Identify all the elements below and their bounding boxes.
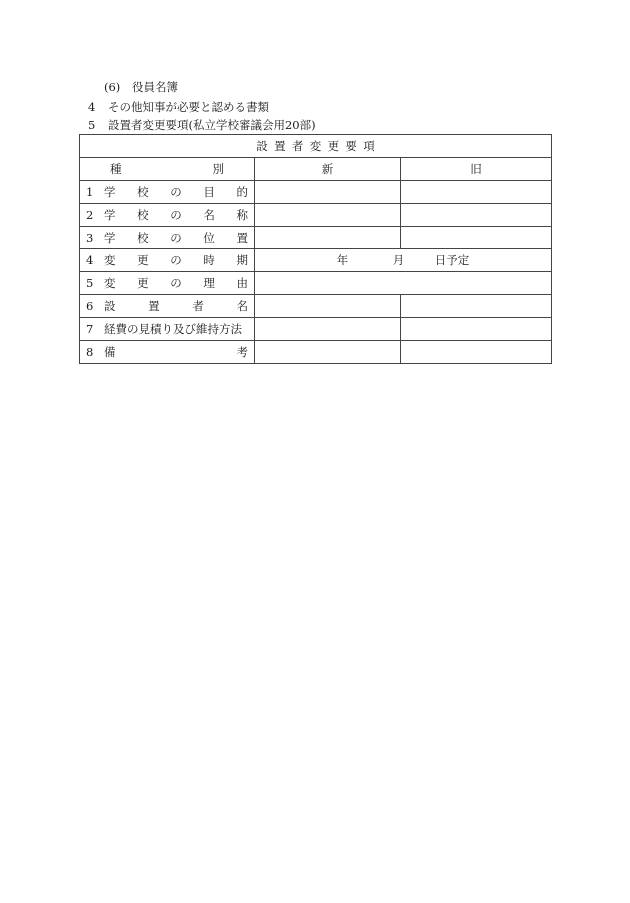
row-label-char: 変: [104, 276, 116, 291]
table-row: [80, 226, 552, 249]
cell-old: [401, 203, 552, 226]
cell-new: [255, 341, 401, 364]
header-new: 新: [255, 157, 401, 180]
row-label-char: 期: [236, 253, 248, 268]
header-kind-right: 別: [212, 161, 224, 176]
cell-new: [255, 295, 401, 318]
row-label-char: 更: [137, 253, 149, 268]
row-number: 5: [86, 276, 94, 291]
row-label-char: の: [170, 184, 182, 199]
cell-new: [255, 203, 401, 226]
row-label-char: 校: [137, 184, 149, 199]
change-items-table: [79, 134, 552, 364]
cell-new: [255, 318, 401, 341]
row-label-char: 校: [137, 207, 149, 222]
intro-item-6: [104, 79, 178, 95]
cell-old: [401, 226, 552, 249]
row-label-char: 由: [236, 276, 248, 291]
table-title: 設置者変更要項: [80, 135, 552, 158]
date-day: 日予定: [434, 253, 470, 268]
cell-new: [255, 226, 401, 249]
row-number: 7: [86, 322, 94, 337]
row-label-char: 位: [203, 230, 215, 245]
row-label-char: 学: [104, 230, 116, 245]
row-label-char: 理: [203, 276, 215, 291]
row-label: [80, 180, 255, 203]
cell-new: [255, 180, 401, 203]
table-row: [80, 180, 552, 203]
intro-item-5-text: 設置者変更要項(私立学校審議会用20部): [108, 118, 316, 132]
header-kind-left: 種: [110, 161, 122, 176]
row-label-char: の: [170, 207, 182, 222]
row-label: [80, 226, 255, 249]
row-label: [80, 318, 255, 341]
row-label-char: 者: [192, 299, 204, 314]
table-header-row: [80, 157, 552, 180]
row-number: 4: [86, 253, 94, 268]
cell-old: [401, 180, 552, 203]
row-label: [80, 341, 255, 364]
cell-old: [401, 295, 552, 318]
intro-item-4-number: 4: [88, 100, 96, 114]
row-label: [80, 203, 255, 226]
date-month: 月: [392, 253, 405, 268]
row-label-char: 学: [104, 184, 116, 199]
row-label: [80, 249, 255, 272]
table-title-row: [80, 135, 552, 158]
table-row: [80, 341, 552, 364]
row-label: [80, 272, 255, 295]
row-label-char: 的: [236, 184, 248, 199]
table-row: [80, 249, 552, 272]
intro-item-6-text: 役員名簿: [132, 80, 178, 94]
table-row: [80, 272, 552, 295]
row-number: 1: [86, 184, 94, 199]
row-label-char: 目: [203, 184, 215, 199]
row-label-char: の: [170, 253, 182, 268]
row-label-char: 考: [236, 344, 248, 359]
row-label-text: 経費の見積り及び維持方法: [104, 322, 242, 337]
intro-item-4-text: その他知事が必要と認める書類: [108, 100, 269, 114]
row-label-char: 設: [104, 299, 116, 314]
date-year: 年: [336, 253, 349, 268]
intro-item-5-number: 5: [88, 118, 96, 132]
row-number: 6: [86, 299, 94, 314]
row-number: 3: [86, 230, 94, 245]
row-label-char: 学: [104, 207, 116, 222]
table-row: [80, 203, 552, 226]
row-label-char: の: [170, 230, 182, 245]
row-label-char: 置: [236, 230, 248, 245]
row-number: 2: [86, 207, 94, 222]
row-label-char: 称: [236, 207, 248, 222]
row-label-char: 更: [137, 276, 149, 291]
row-label-char: 変: [104, 253, 116, 268]
intro-item-4: [88, 99, 269, 115]
table-row: [80, 318, 552, 341]
cell-old: [401, 341, 552, 364]
intro-item-5: [88, 117, 316, 133]
row-label-char: 校: [137, 230, 149, 245]
table-row: [80, 295, 552, 318]
row-label-char: 名: [236, 299, 248, 314]
cell-change-date: [255, 249, 552, 272]
header-kind: [80, 157, 255, 180]
row-label-char: 時: [203, 253, 215, 268]
intro-item-6-number: (6): [104, 80, 121, 94]
row-number: 8: [86, 344, 94, 359]
row-label-char: 置: [148, 299, 160, 314]
row-label-char: の: [170, 276, 182, 291]
cell-old: [401, 318, 552, 341]
header-old: 旧: [401, 157, 552, 180]
cell-change-reason: [255, 272, 552, 295]
row-label-char: 名: [203, 207, 215, 222]
row-label-char: 備: [104, 344, 116, 359]
row-label: [80, 295, 255, 318]
